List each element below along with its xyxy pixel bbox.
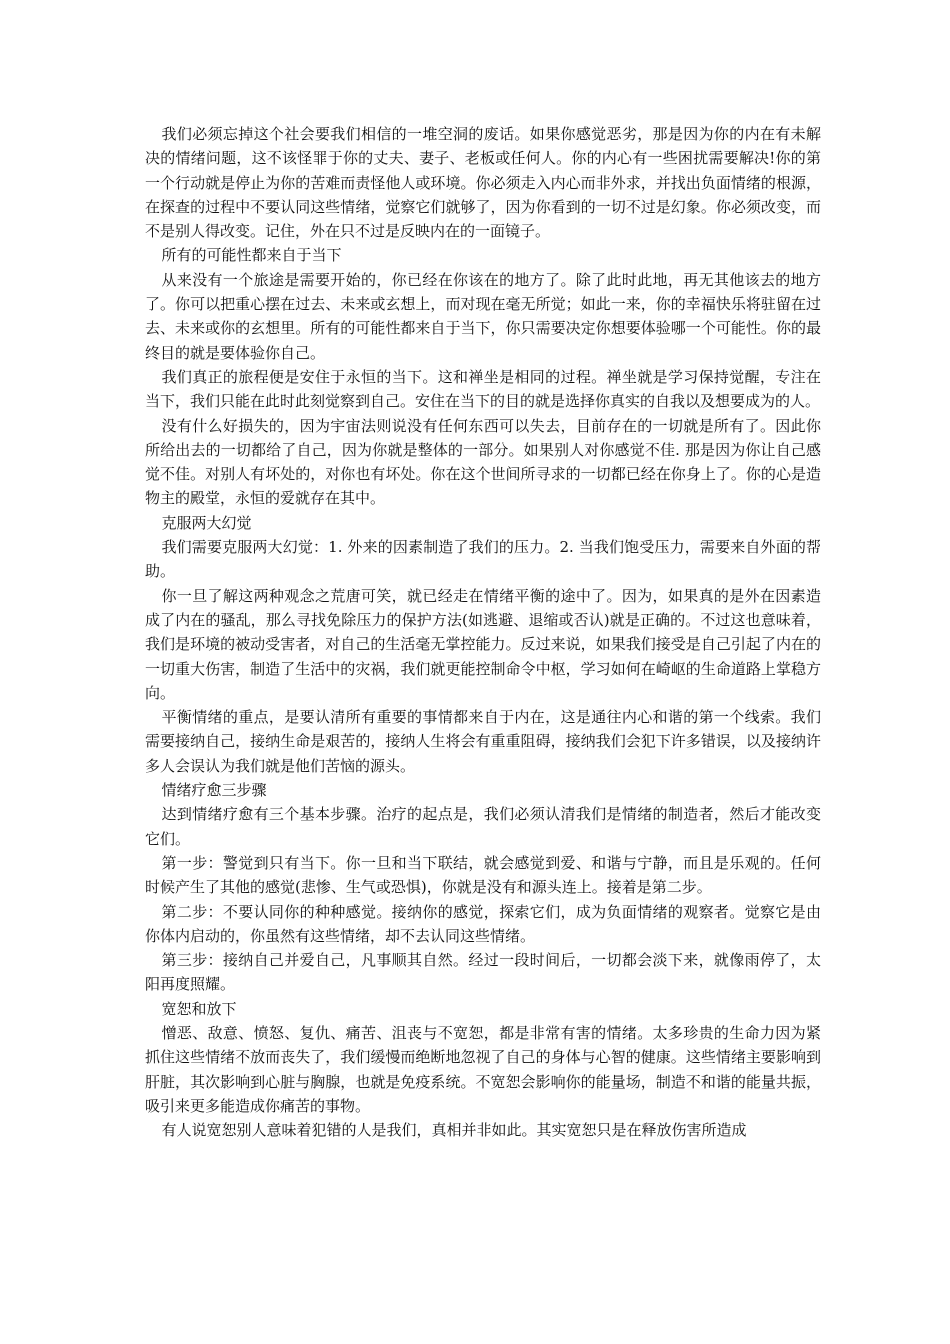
paragraph: 达到情绪疗愈有三个基本步骤。治疗的起点是，我们必须认清我们是情绪的制造者，然后才能改变它们。 bbox=[145, 805, 821, 848]
paragraph: 我们真正的旅程便是安住于永恒的当下。这和禅坐是相同的过程。禅坐就是学习保持觉醒，专注在当下，我们只能在此时此刻觉察到自己。安住在当下的目的就是选择你真实的自我以及想要成为的人。 bbox=[145, 367, 821, 411]
paragraph: 第一步：警觉到只有当下。你一旦和当下联结，就会感觉到爱、和谐与宁静，而且是乐观的。任何时候产生了其他的感觉(悲惨、生气或恐惧)，你就是没有和源头连上。接着是第二步。 bbox=[145, 853, 821, 897]
section-heading: 宽恕和放下 bbox=[161, 999, 237, 1018]
document-body bbox=[145, 122, 821, 1142]
section-heading: 克服两大幻觉 bbox=[161, 513, 252, 532]
paragraph: 我们必须忘掉这个社会要我们相信的一堆空洞的废话。如果你感觉恶劣，那是因为你的内在有未解决的情绪问题，这不该怪罪于你的丈夫、妻子、老板或任何人。你的内心有一些困扰需要解决!你的第一个行动就是停止为你的苦难而责怪他人或环境。你必须走入内心而非外求，并找出负面情绪的根源，在探查的过程中不要认同这些情绪，觉察它们就够了，因为你看到的一切不过是幻象。你必须改变，而不是别人得改变。记住，外在只不过是反映内在的一面镜子。 bbox=[145, 125, 821, 241]
paragraph: 第二步：不要认同你的种种感觉。接纳你的感觉，探索它们，成为负面情绪的观察者。觉察它是由你体内启动的，你虽然有这些情绪，却不去认同这些情绪。 bbox=[145, 902, 821, 945]
paragraph: 憎恶、敌意、愤怒、复仇、痛苦、沮丧与不宽恕，都是非常有害的情绪。太多珍贵的生命力因为紧抓住这些情绪不放而丧失了，我们缓慢而绝断地忽视了自己的身体与心智的健康。这些情绪主要影响到肝脏，其次影响到心脏与胸腺，也就是免疫系统。不宽恕会影响你的能量场，制造不和谐的能量共振，吸引来更多能造成你痛苦的事物。 bbox=[145, 1023, 821, 1115]
paragraph: 我们需要克服两大幻觉：1. 外来的因素制造了我们的压力。2. 当我们饱受压力，需要来自外面的帮助。 bbox=[145, 538, 821, 581]
paragraph: 从来没有一个旅途是需要开始的，你已经在你该在的地方了。除了此时此地，再无其他该去的地方了。你可以把重心摆在过去、未来或玄想上，而对现在毫无所觉；如此一来，你的幸福快乐将驻留在过去、未来或你的玄想里。所有的可能性都来自于当下，你只需要决定你想要体验哪一个可能性。你的最终目的就是要体验你自己。 bbox=[145, 270, 821, 362]
paragraph: 你一旦了解这两种观念之荒唐可笑，就已经走在情绪平衡的途中了。因为，如果真的是外在因素造成了内在的骚乱，那么寻找免除压力的保护方法(如逃避、退缩或否认)就是正确的。不过这也意味着，我们是环境的被动受害者，对自己的生活毫无掌控能力。反过来说，如果我们接受是自己引起了内在的一切重大伤害，制造了生活中的灾祸，我们就更能控制命令中枢，学习如何在崎岖的生命道路上掌稳方向。 bbox=[145, 586, 821, 702]
section-heading: 情绪疗愈三步骤 bbox=[161, 781, 267, 800]
paragraph: 第三步：接纳自己并爱自己，凡事顺其自然。经过一段时间后，一切都会淡下来，就像雨停了，太阳再度照耀。 bbox=[145, 951, 821, 994]
paragraph: 有人说宽恕别人意味着犯错的人是我们，真相并非如此。其实宽恕只是在释放伤害所造成 bbox=[161, 1121, 747, 1140]
paragraph: 平衡情绪的重点，是要认清所有重要的事情都来自于内在，这是通往内心和谐的第一个线索。我们需要接纳自己，接纳生命是艰苦的，接纳人生将会有重重阻碍，接纳我们会犯下许多错误，以及接纳许多人会误认为我们就是他们苦恼的源头。 bbox=[145, 708, 821, 775]
section-heading: 所有的可能性都来自于当下 bbox=[161, 246, 342, 265]
paragraph: 没有什么好损失的，因为宇宙法则说没有任何东西可以失去，目前存在的一切就是所有了。因此你所给出去的一切都给了自己，因为你就是整体的一部分。如果别人对你感觉不佳. 那是因为你让自己感觉不佳。对别人有坏处的，对你也有坏处。你在这个世间所寻求的一切都已经在你身上了。你的心是造物主的殿堂，永恒的爱就存在其中。 bbox=[145, 416, 821, 508]
